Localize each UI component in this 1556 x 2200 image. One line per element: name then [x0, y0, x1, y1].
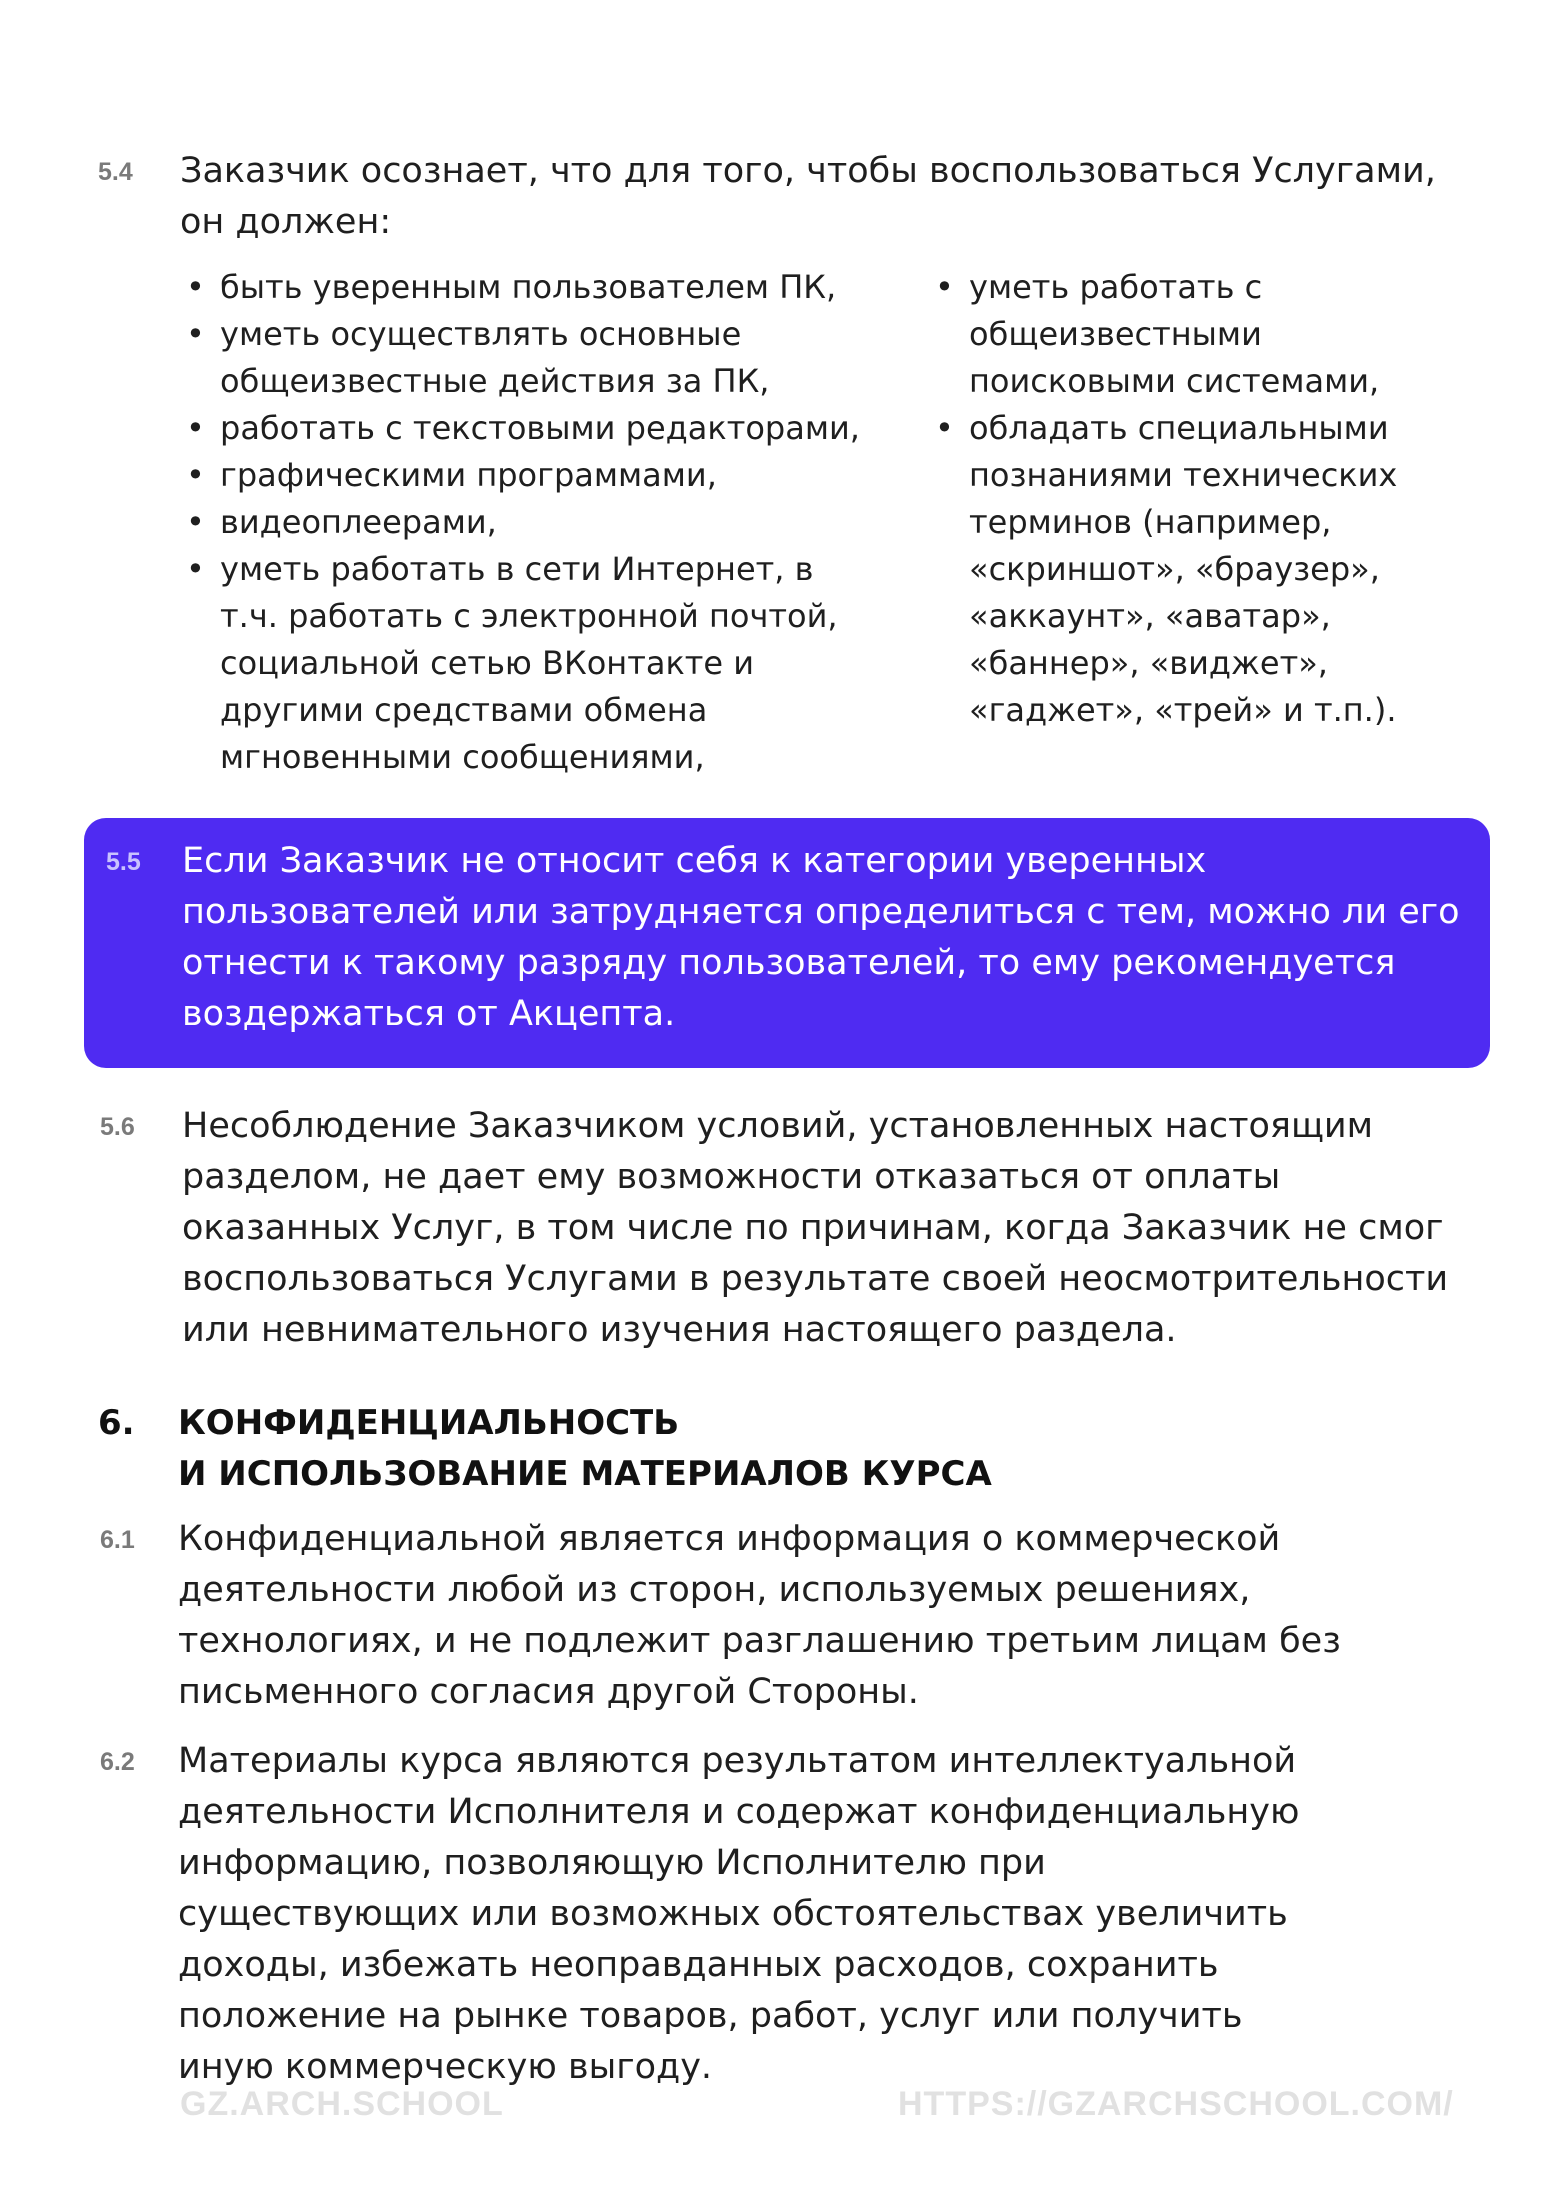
section-number-6: 6.: [98, 1403, 135, 1443]
requirements-list-right: [929, 264, 1429, 734]
clause-number-5-4: 5.4: [98, 158, 133, 186]
bullet-item: • обладать специальными познаниями технических терминов (например, «скриншот», «браузер», «аккаунт», «аватар», «баннер», «виджет», «гаджет», «трей» и т.п.).: [929, 405, 1429, 734]
clause-5-4-text: Заказчик осознает, что для того, чтобы воспользоваться Услугами, он должен:: [180, 151, 1436, 242]
bullet-item: • графическими программами,: [180, 452, 880, 499]
clause-number-6-1: 6.1: [100, 1526, 135, 1554]
bullet-item: • уметь работать в сети Интернет, в т.ч. работать с электронной почтой, социальной сетью ВКонтакте и другими средствами обмена мгновенными сообщениями,: [180, 546, 880, 781]
bullet-item: • видеоплеерами,: [180, 499, 880, 546]
bullet-item: • уметь осуществлять основные общеизвестные действия за ПК,: [180, 311, 880, 405]
requirements-list-left: [180, 264, 880, 781]
clause-5-6-text: Несоблюдение Заказчиком условий, установленных настоящим разделом, не дает ему возможности отказаться от оплаты оказанных Услуг, в том числе по причинам, когда Заказчик не смог воспользоваться Услугами в результате своей неосмотрительности или невнимательного изучения настоящего раздела.: [182, 1106, 1449, 1350]
section-6-title-line2: И ИСПОЛЬЗОВАНИЕ МАТЕРИАЛОВ КУРСА: [178, 1454, 992, 1494]
clause-5-5-text: Если Заказчик не относит себя к категории уверенных пользователей или затрудняется определиться с тем, можно ли его отнести к такому разряду пользователей, то ему рекомендуется воздержаться от Акцепта.: [182, 841, 1460, 1034]
highlighted-clause-box: [84, 818, 1490, 1068]
bullet-item: • уметь работать с общеизвестными поисковыми системами,: [929, 264, 1429, 405]
bullet-item: • работать с текстовыми редакторами,: [180, 405, 880, 452]
clause-number-6-2: 6.2: [100, 1748, 135, 1776]
section-6-title-line1: КОНФИДЕНЦИАЛЬНОСТЬ: [178, 1403, 680, 1443]
footer-site-name: GZ.ARCH.SCHOOL: [180, 2085, 504, 2123]
footer-url: HTTPS://GZARCHSCHOOL.COM/: [898, 2085, 1454, 2123]
clause-number-5-6: 5.6: [100, 1113, 135, 1141]
bullet-item: • быть уверенным пользователем ПК,: [180, 264, 880, 311]
clause-6-2-text: Материалы курса являются результатом интеллектуальной деятельности Исполнителя и содержат конфиденциальную информацию, позволяющую Исполнителю при существующих или возможных обстоятельствах увеличить доходы, избежать неоправданных расходов, сохранить положение на рынке товаров, работ, услуг или получить иную коммерческую выгоду.: [178, 1741, 1300, 2087]
clause-number-5-5: 5.5: [106, 848, 141, 876]
clause-6-1-text: Конфиденциальной является информация о коммерческой деятельности любой из сторон, используемых решениях, технологиях, и не подлежит разглашению третьим лицам без письменного согласия другой Стороны.: [178, 1519, 1341, 1712]
